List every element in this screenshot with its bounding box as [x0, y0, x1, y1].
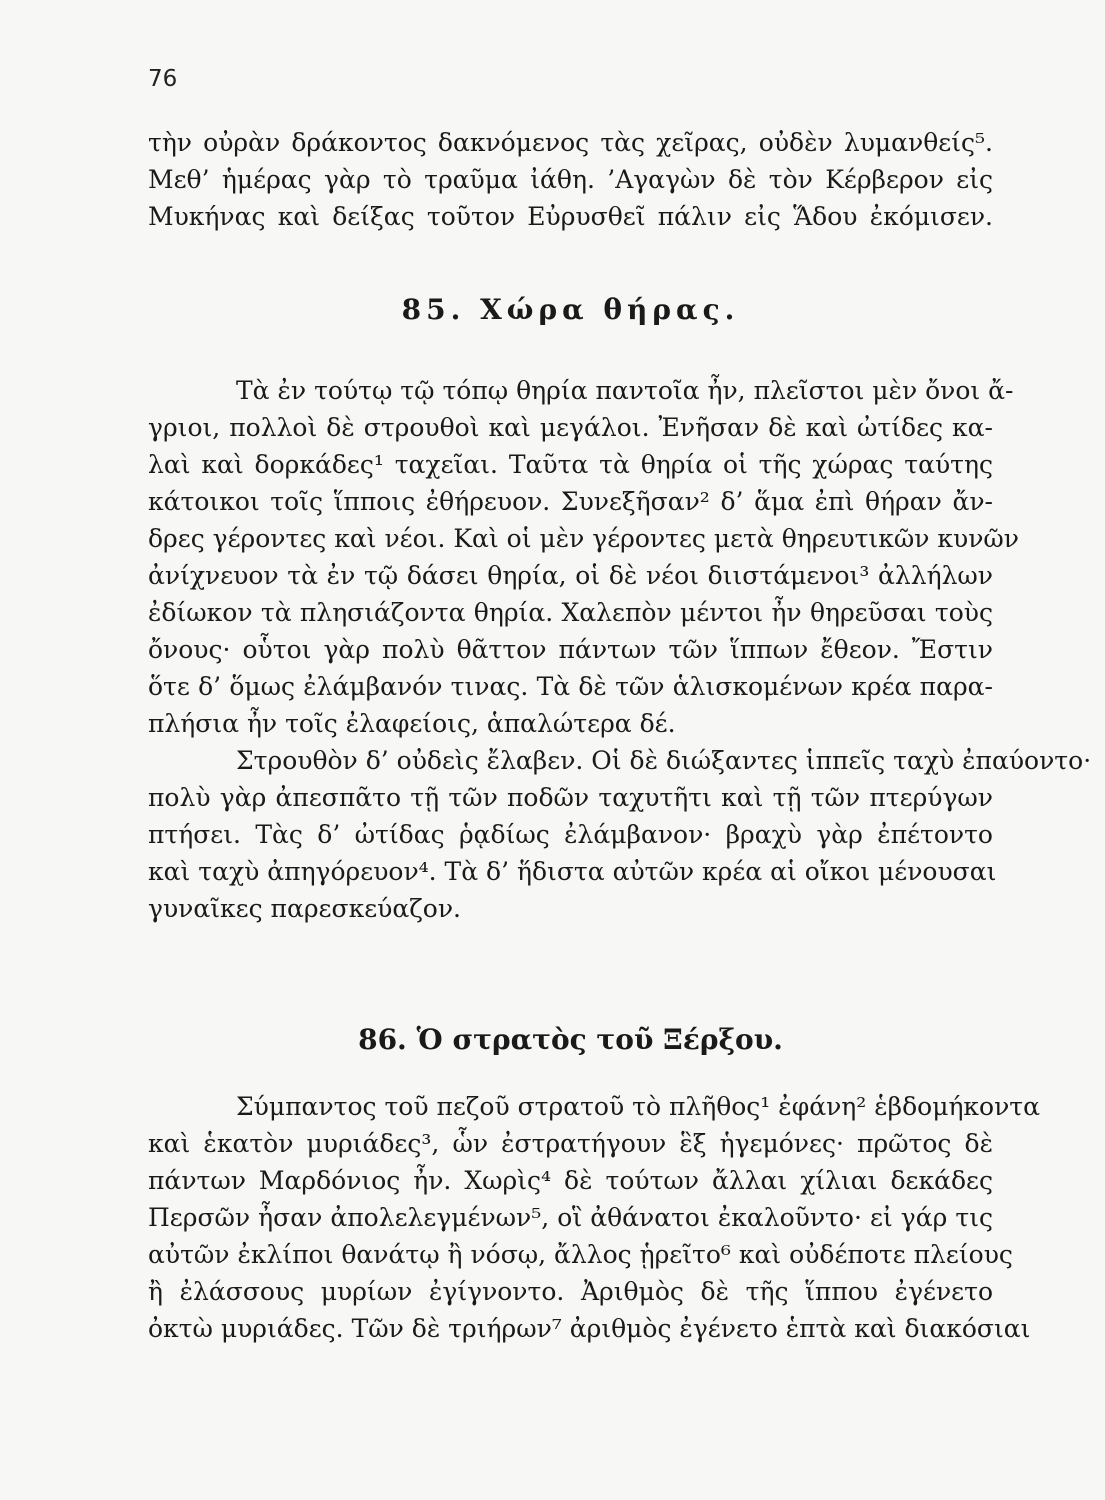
text-line: Περσῶν ἦσαν ἀπολελεγμένων⁵, οἳ ἀθάνατοι ἐκαλοῦντο· εἰ γάρ τις	[148, 1203, 993, 1232]
text-line: πολὺ γὰρ ἀπεσπᾶτο τῇ τῶν ποδῶν ταχυτῆτι καὶ τῇ τῶν πτερύγων	[148, 783, 993, 812]
page-number: 76	[148, 66, 178, 92]
text-line: καὶ ἑκατὸν μυριάδες³, ὧν ἐστρατήγουν ἓξ ἡγεμόνες· πρῶτος δὲ	[148, 1129, 993, 1158]
text-line: Μυκήνας καὶ δείξας τοῦτον Εὐρυσθεῖ πάλιν εἰς Ἅδου ἐκόμισεν.	[148, 202, 993, 231]
text-line: τὴν οὐρὰν δράκοντος δακνόμενος τὰς χεῖρας, οὐδὲν λυμανθείς⁵.	[148, 128, 993, 157]
text-line: ἢ ἐλάσσους μυρίων ἐγίγνοντο. Ἀριθμὸς δὲ τῆς ἵππου ἐγένετο	[148, 1277, 993, 1306]
text-line: ἀνίχνευον τὰ ἐν τῷ δάσει θηρία, οἱ δὲ νέοι διιστάμενοι³ ἀλλήλων	[148, 561, 993, 590]
text-line: δρες γέροντες καὶ νέοι. Καὶ οἱ μὲν γέροντες μετὰ θηρευτικῶν κυνῶν	[148, 524, 1019, 553]
text-line: γριοι, πολλοὶ δὲ στρουθοὶ καὶ μεγάλοι. Ἐνῆσαν δὲ καὶ ὠτίδες κα-	[148, 413, 993, 442]
text-line: καὶ ταχὺ ἀπηγόρευον⁴. Τὰ δ’ ἥδιστα αὐτῶν κρέα αἱ οἴκοι μένουσαι	[148, 857, 997, 886]
text-line: πλήσια ἦν τοῖς ἐλαφείοις, ἁπαλώτερα δέ.	[148, 709, 676, 738]
text-line: ὄνους· οὗτοι γὰρ πολὺ θᾶττον πάντων τῶν ἵππων ἔθεον. Ἔστιν	[148, 635, 993, 664]
text-line: γυναῖκες παρεσκεύαζον.	[148, 894, 461, 923]
text-line: λαὶ καὶ δορκάδες¹ ταχεῖαι. Ταῦτα τὰ θηρία οἱ τῆς χώρας ταύτης	[148, 450, 993, 479]
text-line: Μεθ’ ἡμέρας γὰρ τὸ τραῦμα ἰάθη. ’Αγαγὼν δὲ τὸν Κέρβερον εἰς	[148, 165, 993, 194]
section-85-heading: 85. Χώρα θήρας.	[401, 293, 740, 326]
text-line: ἐδίωκον τὰ πλησιάζοντα θηρία. Χαλεπὸν μέντοι ἦν θηρεῦσαι τοὺς	[148, 598, 993, 627]
text-line: κάτοικοι τοῖς ἵπποις ἐθήρευον. Συνεξῆσαν² δ’ ἅμα ἐπὶ θήραν ἄν-	[148, 487, 993, 516]
intro-paragraph	[148, 124, 993, 235]
text-line: ὅτε δ’ ὅμως ἐλάμβανόν τινας. Τὰ δὲ τῶν ἁλισκομένων κρέα παρα-	[148, 672, 993, 701]
text-line: ὀκτὼ μυριάδες. Τῶν δὲ τριήρων⁷ ἀριθμὸς ἐγένετο ἑπτὰ καὶ διακόσιαι	[148, 1314, 1031, 1343]
section-86-body	[148, 1088, 1041, 1347]
section-86-heading: 86. Ὁ στρατὸς τοῦ Ξέρξου.	[358, 1023, 783, 1056]
section-85-body	[148, 372, 1092, 927]
text-line: Σύμπαντος τοῦ πεζοῦ στρατοῦ τὸ πλῆθος¹ ἐφάνη² ἑβδομήκοντα	[236, 1092, 1041, 1121]
text-line: Τὰ ἐν τούτῳ τῷ τόπῳ θηρία παντοῖα ἦν, πλεῖστοι μὲν ὄνοι ἄ-	[236, 376, 1014, 405]
text-line: αὐτῶν ἐκλίποι θανάτῳ ἢ νόσῳ, ἄλλος ᾑρεῖτο⁶ καὶ οὐδέποτε πλείους	[148, 1240, 1013, 1269]
text-line: πάντων Μαρδόνιος ἦν. Χωρὶς⁴ δὲ τούτων ἄλλαι χίλιαι δεκάδες	[148, 1166, 993, 1195]
text-line: πτήσει. Τὰς δ’ ὠτίδας ῥᾳδίως ἐλάμβανον· βραχὺ γὰρ ἐπέτοντο	[148, 820, 993, 849]
text-line: Στρουθὸν δ’ οὐδεὶς ἔλαβεν. Οἱ δὲ διώξαντες ἱππεῖς ταχὺ ἐπαύοντο·	[236, 746, 1092, 775]
